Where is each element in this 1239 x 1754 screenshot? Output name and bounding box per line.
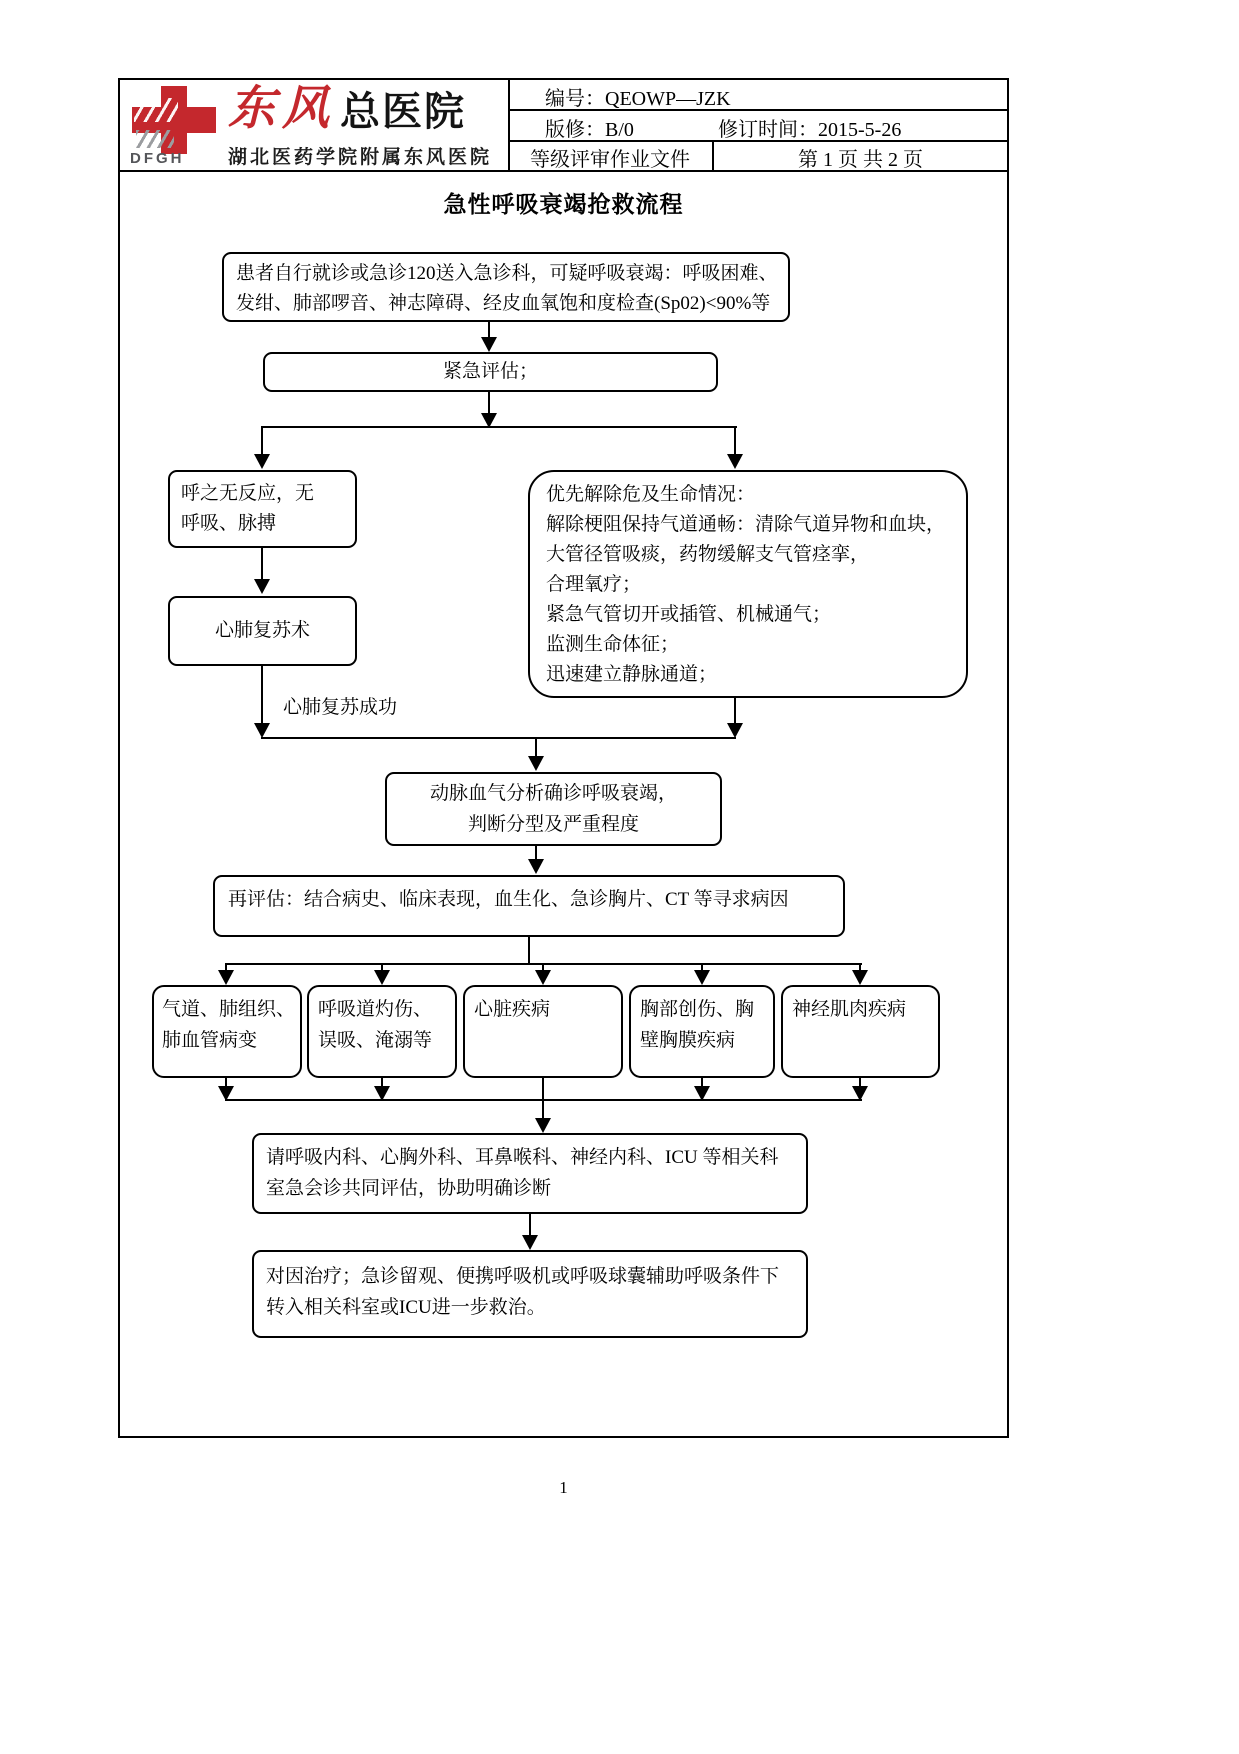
- flow-connector: [859, 1078, 861, 1086]
- intake-line2: 发绀、肺部啰音、神志障碍、经皮血氧饱和度检查(Sp02)<90%等: [236, 293, 771, 314]
- arrow-down-icon: [727, 454, 743, 469]
- logo-brand-script: 东风: [228, 83, 336, 135]
- arrow-down-icon: [528, 756, 544, 771]
- flow-box-no-response: [168, 470, 357, 548]
- cpr-label: 心肺复苏术: [214, 620, 310, 641]
- no-response-line2: 呼吸、脉搏: [181, 513, 277, 534]
- arrow-down-icon: [254, 454, 270, 469]
- intake-line1: 患者自行就诊或急诊120送入急诊科，可疑呼吸衰竭：呼吸困难、: [236, 263, 778, 284]
- priority-line4: 合理氧疗；: [546, 574, 642, 595]
- flow-box-consult: [252, 1133, 808, 1214]
- arrow-down-icon: [727, 723, 743, 738]
- cause3-line1: 心脏疾病: [474, 999, 551, 1020]
- flow-connector: [261, 666, 263, 723]
- consult-line2: 室急会诊共同评估，协助明确诊断: [266, 1178, 552, 1199]
- page-indicator: 第 1 页 共 2 页: [798, 149, 923, 171]
- flow-box-cpr: [168, 596, 357, 666]
- doc-revision-date: 修订时间：2015-5-26: [718, 119, 902, 141]
- merge-line-1: [261, 737, 736, 739]
- arrow-down-icon: [254, 579, 270, 594]
- flow-connector: [381, 1078, 383, 1086]
- flow-connector: [225, 1078, 227, 1086]
- cause1-line1: 气道、肺组织、: [162, 999, 296, 1020]
- logo-acronym: DFGH: [130, 150, 185, 167]
- flow-connector: [734, 698, 736, 723]
- priority-line1: 优先解除危及生命情况：: [546, 484, 756, 505]
- cause2-line2: 误吸、淹溺等: [318, 1030, 433, 1051]
- branch-line-top: [261, 426, 737, 428]
- cpr-success-label: 心肺复苏成功: [283, 697, 398, 718]
- flow-box-abg: [385, 772, 722, 846]
- page-title: 急性呼吸衰竭抢救流程: [443, 192, 684, 217]
- urgent-assess-label: 紧急评估；: [442, 361, 538, 382]
- cause2-line1: 呼吸道灼伤、: [318, 999, 433, 1020]
- flow-box-intake: [222, 252, 790, 322]
- flow-connector: [701, 1078, 703, 1086]
- arrow-down-icon: [374, 970, 390, 985]
- cause5-line1: 神经肌肉疾病: [792, 999, 907, 1020]
- cause4-line1: 胸部创伤、胸: [640, 999, 755, 1020]
- priority-line3: 大管径管吸痰，药物缓解支气管痉挛，: [546, 544, 870, 565]
- doc-number: 编号：QEOWP—JZK: [545, 88, 731, 110]
- no-response-line1: 呼之无反应，无: [181, 483, 315, 504]
- priority-line5: 紧急气管切开或插管、机械通气；: [546, 604, 832, 625]
- flow-box-cause-airway: [152, 985, 302, 1078]
- flow-connector: [535, 846, 537, 859]
- flow-box-treatment: [252, 1250, 808, 1338]
- footer-page-number: 1: [559, 1478, 568, 1497]
- logo-subtitle: 湖北医药学院附属东风医院: [228, 147, 493, 168]
- arrow-down-icon: [522, 1235, 538, 1250]
- abg-line2: 判断分型及严重程度: [467, 814, 639, 835]
- priority-line7: 迅速建立静脉通道；: [546, 664, 718, 685]
- priority-line6: 监测生命体征；: [546, 634, 680, 655]
- doc-version: 版修：B/0: [545, 119, 634, 141]
- treatment-line1: 对因治疗；急诊留观、便携呼吸机或呼吸球囊辅助呼吸条件下: [266, 1266, 780, 1287]
- flow-box-cause-burn: [307, 985, 457, 1078]
- arrow-down-icon: [528, 859, 544, 874]
- flow-connector: [734, 428, 736, 454]
- abg-line1: 动脉血气分析确诊呼吸衰竭，: [429, 783, 677, 804]
- arrow-down-icon: [254, 723, 270, 738]
- arrow-down-icon: [218, 970, 234, 985]
- flow-box-cause-chest: [629, 985, 775, 1078]
- flow-connector: [535, 739, 537, 756]
- flow-connector: [261, 428, 263, 454]
- consult-line1: 请呼吸内科、心胸外科、耳鼻喉科、神经内科、ICU 等相关科: [266, 1147, 779, 1168]
- doc-type: 等级评审作业文件: [530, 149, 690, 171]
- logo-brand-main: 总医院: [340, 90, 466, 134]
- cause1-line2: 肺血管病变: [162, 1030, 258, 1051]
- cause4-line2: 壁胸膜疾病: [640, 1030, 736, 1051]
- flow-box-cause-heart: [463, 985, 623, 1078]
- flow-box-urgent-assess: [263, 352, 718, 392]
- flow-connector: [529, 1214, 531, 1235]
- flow-box-reassess: [213, 875, 845, 937]
- flow-box-priority-actions: [528, 470, 968, 698]
- flow-connector: [488, 322, 490, 338]
- arrow-down-icon: [481, 337, 497, 352]
- flow-connector: [542, 1078, 544, 1118]
- flow-connector: [488, 392, 490, 413]
- treatment-line2: 转入相关科室或ICU进一步救治。: [266, 1297, 546, 1318]
- reassess-label: 再评估：结合病史、临床表现，血生化、急诊胸片、CT 等寻求病因: [228, 889, 789, 910]
- hospital-logo-cross-icon: [132, 86, 216, 154]
- flow-box-cause-neuro: [781, 985, 940, 1078]
- priority-line2: 解除梗阻保持气道通畅：清除气道异物和血块，: [546, 514, 946, 535]
- arrow-down-icon: [535, 1118, 551, 1133]
- arrow-down-icon: [535, 970, 551, 985]
- flow-connector: [261, 548, 263, 579]
- flow-connector: [528, 937, 530, 964]
- arrow-down-icon: [694, 970, 710, 985]
- arrow-down-icon: [852, 970, 868, 985]
